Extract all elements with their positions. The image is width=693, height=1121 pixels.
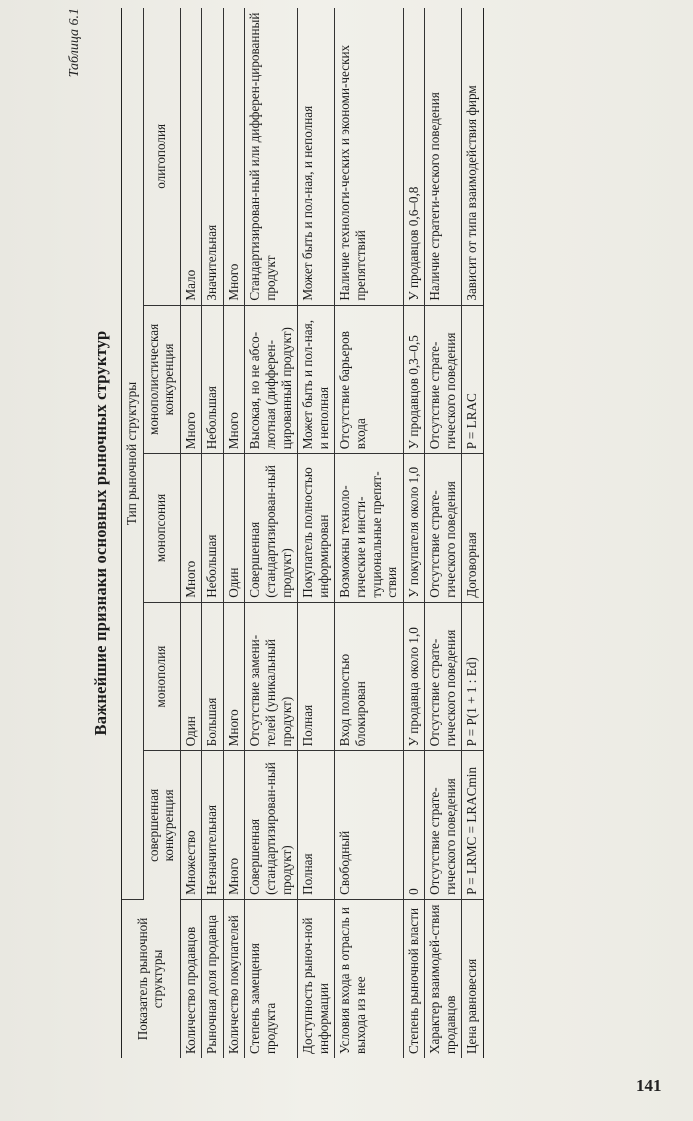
table-cell: Отсутствие страте-гического поведения	[425, 751, 462, 900]
table-row	[403, 8, 425, 1058]
table-cell: 0	[403, 751, 425, 900]
table-cell: Небольшая	[202, 454, 224, 603]
table-row	[202, 8, 224, 1058]
table-cell: Вход полностью блокирован	[335, 602, 403, 751]
table-cell: Свободный	[335, 751, 403, 900]
table-cell: Может быть и пол-ная, и неполная	[298, 8, 335, 305]
row-label: Цена равновесия	[462, 899, 484, 1058]
table-cell: У продавцов 0,6–0,8	[403, 8, 425, 305]
table-cell: Незначительная	[202, 751, 224, 900]
table-cell: Полная	[298, 602, 335, 751]
table-cell: Стандартизирован-ный или дифферен-цированный продукт	[245, 8, 298, 305]
table-cell: Много	[180, 305, 202, 454]
table-cell: Совершенная (стандартизирован-ный продукт)	[245, 454, 298, 603]
table-cell: P = LRMC = LRACmin	[462, 751, 484, 900]
table-cell: Отсутствие страте-гического поведения	[425, 454, 462, 603]
table-cell: Отсутствие страте-гического поведения	[425, 602, 462, 751]
row-label: Доступность рыноч-ной информации	[298, 899, 335, 1058]
table-cell: У продавцов 0,3–0,5	[403, 305, 425, 454]
row-label: Количество покупателей	[223, 899, 245, 1058]
table-cell: Небольшая	[202, 305, 224, 454]
table-row	[462, 8, 484, 1058]
table-row	[298, 8, 335, 1058]
table-cell: Может быть и пол-ная, и неполная	[298, 305, 335, 454]
header-column: совершенная конкуренция	[143, 751, 180, 900]
table-cell: Договорная	[462, 454, 484, 603]
table-cell: Зависит от типа взаимодействия фирм	[462, 8, 484, 305]
rotated-table-block	[65, 8, 635, 1058]
table-cell: Много	[223, 751, 245, 900]
row-label: Степень замещения продукта	[245, 899, 298, 1058]
table-cell: Наличие стратеги-ческого поведения	[425, 8, 462, 305]
header-column: монополия	[143, 602, 180, 751]
header-column: монопсония	[143, 454, 180, 603]
row-label: Характер взаимодей-ствия продавцов	[425, 899, 462, 1058]
table-title: Важнейшие признаки основных рыночных структур	[91, 330, 110, 736]
table-cell: Большая	[202, 602, 224, 751]
table-cell: Один	[180, 602, 202, 751]
table-row	[223, 8, 245, 1058]
table-row	[335, 8, 403, 1058]
header-column: олигополия	[143, 8, 180, 305]
table-cell: У покупателя около 1,0	[403, 454, 425, 603]
table-cell: Один	[223, 454, 245, 603]
market-structures-table	[121, 8, 484, 1058]
header-group: Тип рыночной структуры	[122, 8, 144, 899]
table-row	[425, 8, 462, 1058]
row-label: Степень рыночной власти	[403, 899, 425, 1058]
table-row	[180, 8, 202, 1058]
table-cell: Полная	[298, 751, 335, 900]
table-cell: Отсутствие страте-гического поведения	[425, 305, 462, 454]
table-cell: Множество	[180, 751, 202, 900]
table-cell: Мало	[180, 8, 202, 305]
table-cell: Много	[223, 8, 245, 305]
table-cell: Покупатель полностью информирован	[298, 454, 335, 603]
table-label: Таблица 6.1	[67, 8, 82, 78]
table-cell: Значительная	[202, 8, 224, 305]
row-label: Количество продавцов	[180, 899, 202, 1058]
table-cell: Высокая, но не абсо-лютная (дифферен-цированный продукт)	[245, 305, 298, 454]
table-cell: Много	[180, 454, 202, 603]
table-cell: Совершенная (стандартизирован-ный продукт)	[245, 751, 298, 900]
header-column: монополистическая конкуренция	[143, 305, 180, 454]
table-cell: Много	[223, 602, 245, 751]
table-cell: Отсутствие замени-телей (уникальный продукт)	[245, 602, 298, 751]
table-cell: Наличие технологи-ческих и экономи-ческих препятствий	[335, 8, 403, 305]
header-indicator: Показатель рыночной структуры	[122, 899, 181, 1058]
table-row	[245, 8, 298, 1058]
table-cell: Много	[223, 305, 245, 454]
row-label: Рыночная доля продавца	[202, 899, 224, 1058]
row-label: Условия входа в отрасль и выхода из нее	[335, 899, 403, 1058]
table-cell: Возможны техноло-гические и инсти-туциональные препят-ствия	[335, 454, 403, 603]
table-cell: Отсутствие барьеров входа	[335, 305, 403, 454]
table-cell: P = P(1 + 1 : Ed)	[462, 602, 484, 751]
page-number: 141	[636, 1076, 662, 1095]
table-cell: P = LRAC	[462, 305, 484, 454]
table-cell: У продавца около 1,0	[403, 602, 425, 751]
